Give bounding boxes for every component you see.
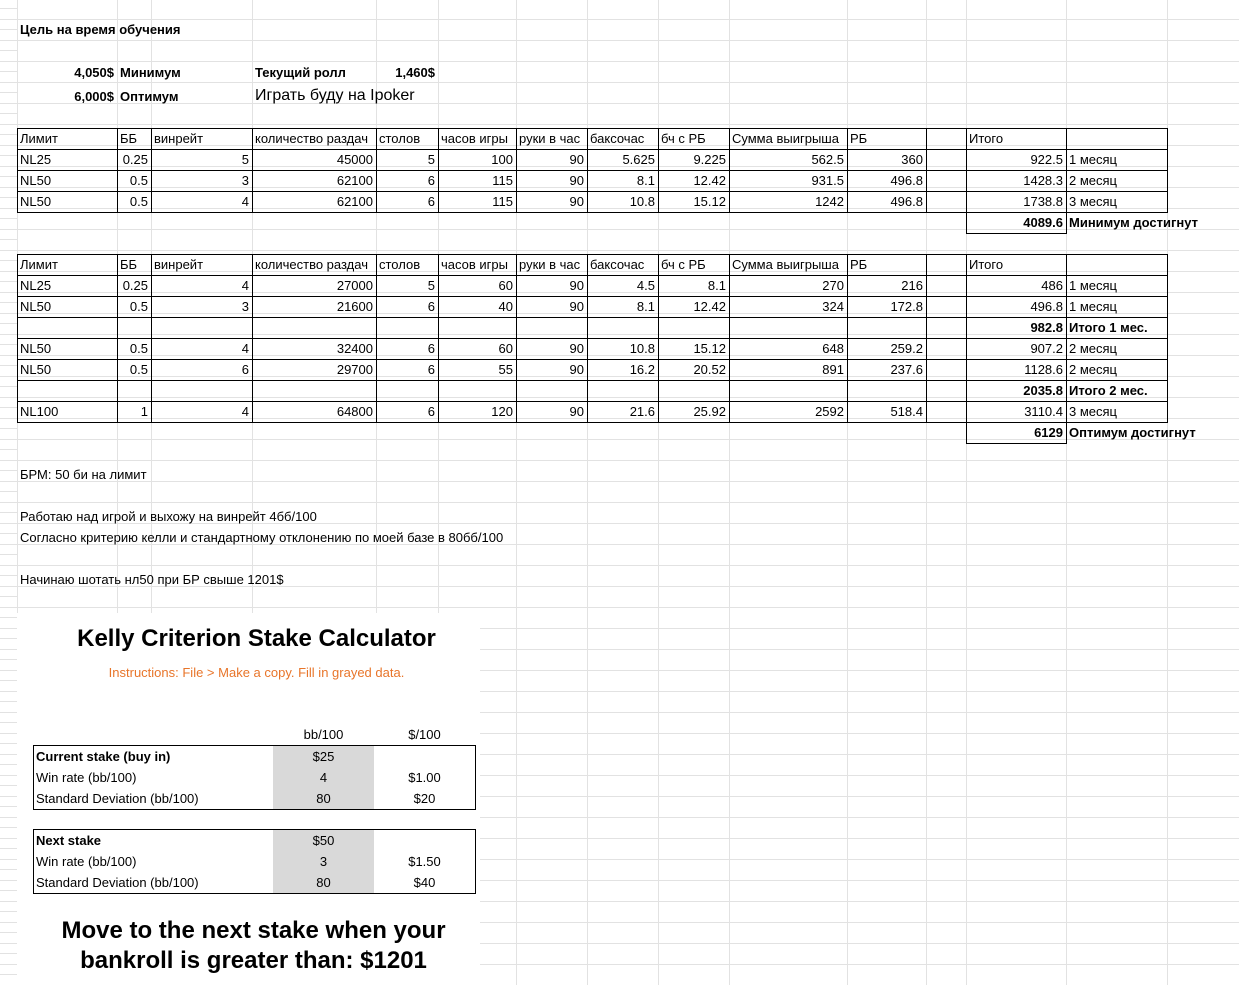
total-value[interactable]: 6129 [1034,425,1063,440]
table-cell[interactable]: NL100 [20,404,59,419]
table-cell[interactable]: 8.1 [636,173,655,188]
calculator-title: Kelly Criterion Stake Calculator [77,625,436,652]
table-cell[interactable]: NL50 [20,173,52,188]
goal-min-label[interactable]: Минимум [120,65,181,80]
table-header-10[interactable]: РБ [850,131,868,146]
table-cell[interactable]: 8.1 [636,299,655,314]
table-cell[interactable]: 172.8 [890,299,923,314]
table-cell[interactable]: 60 [498,341,513,356]
table-cell[interactable]: 1 [140,404,148,419]
note-kelly[interactable]: Согласно критерию келли и стандартному отклонению по моей базе в 80бб/100 [20,530,504,545]
calculator-margin [17,613,33,985]
table-cell[interactable]: 922.5 [1030,152,1063,167]
table-cell[interactable]: 496.8 [890,173,923,188]
table-cell[interactable]: 0.5 [129,341,148,356]
table-cell[interactable]: 496.8 [890,194,923,209]
table-cell[interactable]: 6 [427,341,435,356]
total-label[interactable]: Оптимум достигнут [1069,425,1196,440]
table-cell[interactable]: 120 [491,404,513,419]
table-cell[interactable]: 100 [491,152,513,167]
table-cell[interactable]: 4.5 [636,278,655,293]
table-cell[interactable]: 1128.6 [1024,362,1063,377]
current-roll-value[interactable]: 1,460$ [395,65,435,80]
col-usd100-header: $/100 [408,727,441,742]
table-cell[interactable]: 21.6 [629,404,655,419]
table-cell[interactable]: 60 [498,278,513,293]
row-label[interactable]: 1 месяц [1069,278,1117,293]
goal-min-value[interactable]: 4,050$ [74,65,114,80]
table-header-2[interactable]: винрейт [154,257,204,272]
current-stake-label: Current stake (buy in) [36,749,171,764]
current-winrate-usd: $1.00 [408,770,441,785]
row-label[interactable]: 2 месяц [1069,341,1117,356]
table-cell[interactable]: 648 [822,341,844,356]
table-header-6[interactable]: руки в час [519,131,581,146]
table-header-3[interactable]: количество раздач [255,131,368,146]
table-header-2[interactable]: винрейт [154,131,204,146]
table-cell[interactable]: 907.2 [1030,341,1063,356]
next-winrate-label: Win rate (bb/100) [36,854,137,869]
table-cell[interactable]: 562.5 [811,152,844,167]
table-cell[interactable]: 12.42 [693,299,726,314]
table-cell[interactable]: 518.4 [890,404,923,419]
row-label[interactable]: 3 месяц [1069,194,1117,209]
table-cell[interactable]: 25.92 [693,404,726,419]
result-line-1: Move to the next stake when your [61,917,446,944]
row-label[interactable]: 1 месяц [1069,299,1117,314]
table-cell[interactable]: 1428.3 [1023,173,1063,188]
table-cell[interactable]: 0.5 [129,299,148,314]
table-cell[interactable]: 2592 [815,404,844,419]
table-cell[interactable]: 0.5 [129,173,148,188]
table-cell[interactable]: 90 [569,341,584,356]
table-cell[interactable]: 3 [241,299,249,314]
table-cell[interactable]: 6 [427,299,435,314]
current-sd-label: Standard Deviation (bb/100) [36,791,199,806]
current-stake-value[interactable]: $25 [312,749,335,764]
table-header-6[interactable]: руки в час [519,257,581,272]
table-cell[interactable]: 62100 [336,173,373,188]
table-cell[interactable]: 6 [427,173,435,188]
table-cell[interactable]: 982.8 [1030,320,1063,335]
table-cell[interactable]: 0.5 [129,194,148,209]
table-cell[interactable]: 5 [427,278,435,293]
row-label[interactable]: 2 месяц [1069,173,1117,188]
calculator-result [33,916,474,976]
table-cell[interactable]: 9.225 [693,152,726,167]
table-cell[interactable]: 90 [569,194,584,209]
table-cell[interactable]: 64800 [336,404,373,419]
row-label[interactable]: 3 месяц [1069,404,1117,419]
table-cell[interactable]: 5 [241,152,249,167]
current-winrate-value[interactable]: 4 [319,770,328,785]
table-cell[interactable]: 237.6 [890,362,923,377]
current-roll-label[interactable]: Текущий ролл [255,65,346,80]
table-cell[interactable]: 3 [241,173,249,188]
table-cell[interactable]: 4 [241,194,249,209]
table-cell[interactable]: 4 [241,341,249,356]
table-cell[interactable]: 1738.8 [1023,194,1063,209]
table-cell[interactable]: 6 [427,404,435,419]
table-cell[interactable]: 40 [498,299,513,314]
table-cell[interactable]: 90 [569,152,584,167]
table-header-5[interactable]: часов игры [441,131,508,146]
table-cell[interactable]: 90 [569,278,584,293]
row-label[interactable]: 2 месяц [1069,362,1117,377]
table-cell[interactable]: 5 [427,152,435,167]
current-winrate-label: Win rate (bb/100) [36,770,137,785]
table-header-1[interactable]: ББ [120,257,138,272]
table-cell[interactable]: 12.42 [693,173,726,188]
table-header-9[interactable]: Сумма выигрыша [732,257,839,272]
table-header-4[interactable]: столов [379,131,421,146]
table-header-7[interactable]: баксочас [590,131,645,146]
row-label[interactable]: Итого 2 мес. [1069,383,1148,398]
table-header-8[interactable]: бч с РБ [661,257,706,272]
table-header-10[interactable]: РБ [850,257,868,272]
table-cell[interactable]: 891 [822,362,844,377]
next-sd-label: Standard Deviation (bb/100) [36,875,199,890]
table-cell[interactable]: 16.2 [629,362,655,377]
table-cell[interactable]: 27000 [336,278,373,293]
table-cell[interactable]: NL50 [20,194,52,209]
table-cell[interactable]: 20.52 [693,362,726,377]
table-cell[interactable]: 1242 [815,194,844,209]
table-cell[interactable]: 15.12 [693,341,726,356]
table-cell[interactable]: 360 [901,152,923,167]
table-cell[interactable]: 0.5 [129,362,148,377]
table-cell[interactable]: 15.12 [693,194,726,209]
total-value[interactable]: 4089.6 [1023,215,1063,230]
table-cell[interactable]: 2035.8 [1023,383,1063,398]
table-header-12[interactable]: Итого [969,257,1004,272]
table-cell[interactable]: 32400 [336,341,373,356]
table-cell[interactable]: 10.8 [629,341,655,356]
table-header-8[interactable]: бч с РБ [661,131,706,146]
kelly-calculator [17,613,480,985]
ipoker-note[interactable]: Играть буду на Ipoker [255,87,415,104]
table-cell[interactable]: 55 [498,362,513,377]
table-cell[interactable]: 0.25 [122,278,148,293]
note-work[interactable]: Работаю над игрой и выхожу на винрейт 4бб/100 [20,509,317,524]
col-bb100-header: bb/100 [303,727,344,742]
current-sd-value[interactable]: 80 [316,791,331,806]
next-sd-value[interactable]: 80 [316,875,331,890]
table-cell[interactable]: 8.1 [707,278,726,293]
table-cell[interactable]: NL25 [20,278,52,293]
table-cell[interactable]: 90 [569,362,584,377]
table-cell[interactable]: 270 [822,278,844,293]
table-header-3[interactable]: количество раздач [255,257,368,272]
table-cell[interactable]: 216 [901,278,923,293]
table-cell[interactable]: 21600 [336,299,373,314]
row-label[interactable]: 1 месяц [1069,152,1117,167]
table-header-0[interactable]: Лимит [20,257,58,272]
table-cell[interactable]: 115 [492,173,513,188]
table-cell[interactable]: 486 [1041,278,1063,293]
table-header-4[interactable]: столов [379,257,421,272]
table-cell[interactable]: 62100 [336,194,373,209]
table-cell[interactable]: 29700 [336,362,373,377]
table-cell[interactable]: 90 [569,173,584,188]
table-cell[interactable]: 115 [492,194,513,209]
table-cell[interactable]: 0.25 [122,152,148,167]
table-header-12[interactable]: Итого [969,131,1004,146]
result-line-2: bankroll is greater than: $1201 [80,947,427,974]
table-cell[interactable]: 6 [427,362,435,377]
row-label[interactable]: Итого 1 мес. [1069,320,1148,335]
next-winrate-usd: $1.50 [408,854,441,869]
table-cell[interactable]: 6 [241,362,249,377]
calculator-instructions: Instructions: File > Make a copy. Fill in grayed data. [108,665,405,680]
table-header-1[interactable]: ББ [120,131,138,146]
goal-opt-label[interactable]: Оптимум [120,89,179,104]
table-header-5[interactable]: часов игры [441,257,508,272]
table-header-0[interactable]: Лимит [20,131,58,146]
next-stake-label: Next stake [36,833,102,848]
total-label[interactable]: Минимум достигнут [1069,215,1199,230]
next-sd-usd: $40 [413,875,436,890]
table-cell[interactable]: NL25 [20,152,52,167]
table-cell[interactable]: 45000 [336,152,373,167]
next-winrate-value[interactable]: 3 [319,854,328,869]
next-stake-value[interactable]: $50 [312,833,335,848]
goal-opt-value[interactable]: 6,000$ [74,89,114,104]
table-cell[interactable]: 10.8 [629,194,655,209]
note-brm[interactable]: БРМ: 50 би на лимит [20,467,147,482]
table-cell[interactable]: 4 [241,278,249,293]
table-cell[interactable]: 259.2 [890,341,923,356]
table-cell[interactable]: 6 [427,194,435,209]
table-cell[interactable]: NL50 [20,362,52,377]
table-cell[interactable]: 496.8 [1030,299,1063,314]
current-sd-usd: $20 [413,791,436,806]
table-header-7[interactable]: баксочас [590,257,645,272]
table-cell[interactable]: 5.625 [622,152,655,167]
table-cell[interactable]: 931.5 [811,173,844,188]
table-header-9[interactable]: Сумма выигрыша [732,131,839,146]
table-cell[interactable]: 4 [241,404,249,419]
table-cell[interactable]: 90 [569,299,584,314]
sheet-title[interactable]: Цель на время обучения [20,22,181,37]
table-cell[interactable]: 90 [569,404,584,419]
table-cell[interactable]: NL50 [20,341,52,356]
table-cell[interactable]: 3110.4 [1024,404,1063,419]
table-cell[interactable]: 324 [822,299,844,314]
table-cell[interactable]: NL50 [20,299,52,314]
note-shot[interactable]: Начинаю шотать нл50 при БР свыше 1201$ [20,572,284,587]
